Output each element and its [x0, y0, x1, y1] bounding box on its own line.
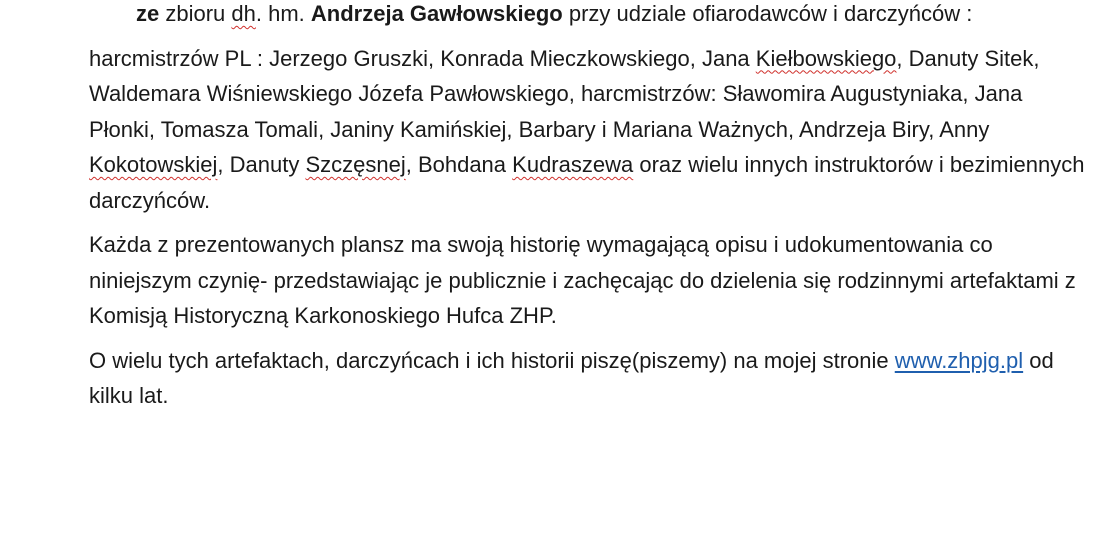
text-run: przy udziale ofiarodawców i darczyńców : [562, 1, 973, 26]
paragraph-donors-list [89, 41, 1089, 219]
text-run: . hm. [255, 1, 311, 26]
text-run: zbioru [159, 1, 232, 26]
paragraph-collection-source [89, 0, 1089, 32]
spellcheck-word-kokotowskiej[interactable]: Kokotowskiej [89, 152, 218, 177]
text-run: O wielu tych artefaktach, darczyńcach i ich historii piszę(piszemy) na mojej stronie [89, 347, 895, 373]
spellcheck-word-dh[interactable]: dh [231, 1, 256, 26]
text-run: oraz wielu innych instruktorów i bezimiennych darczyńców. [89, 152, 1085, 213]
paragraph-website [89, 343, 1089, 414]
text-run: , Danuty [217, 152, 306, 177]
text-run: od kilku lat. [89, 347, 1054, 408]
spellcheck-word-szczesnej[interactable]: Szczęsnej [305, 152, 406, 177]
text-run: , Bohdana [405, 152, 513, 177]
bold-collector-name: Andrzeja Gawłowskiego [310, 1, 563, 26]
paragraph-boards-history: Każda z prezentowanych plansz ma swoją historię wymagającą opisu i udokumentowania co niniejszym czynię- przedstawiając je publicznie i zachęcając do dzielenia się rodzinnymi artefaktami z Komisją Historyczną Karkonoskiego Hufca ZHP. [89, 232, 1076, 328]
document-body [89, 0, 1089, 423]
website-link[interactable]: www.zhpjg.pl [894, 347, 1024, 373]
text-run: , Danuty Sitek, Waldemara Wiśniewskiego Józefa Pawłowskiego, harcmistrzów: Sławomira Augustyniaka, Jana Płonki, Tomasza Tomali, Janiny Kamińskiej, Barbary i Mariana Ważnych, Andrzeja Biry, Anny [89, 45, 1040, 142]
text-run: harcmistrzów PL : Jerzego Gruszki, Konrada Mieczkowskiego, Jana [89, 45, 756, 71]
spellcheck-word-kudraszewa[interactable]: Kudraszewa [512, 152, 634, 177]
bold-ze: ze [136, 1, 160, 26]
spellcheck-word-kielbowskiego[interactable]: Kiełbowskiego [755, 45, 897, 71]
